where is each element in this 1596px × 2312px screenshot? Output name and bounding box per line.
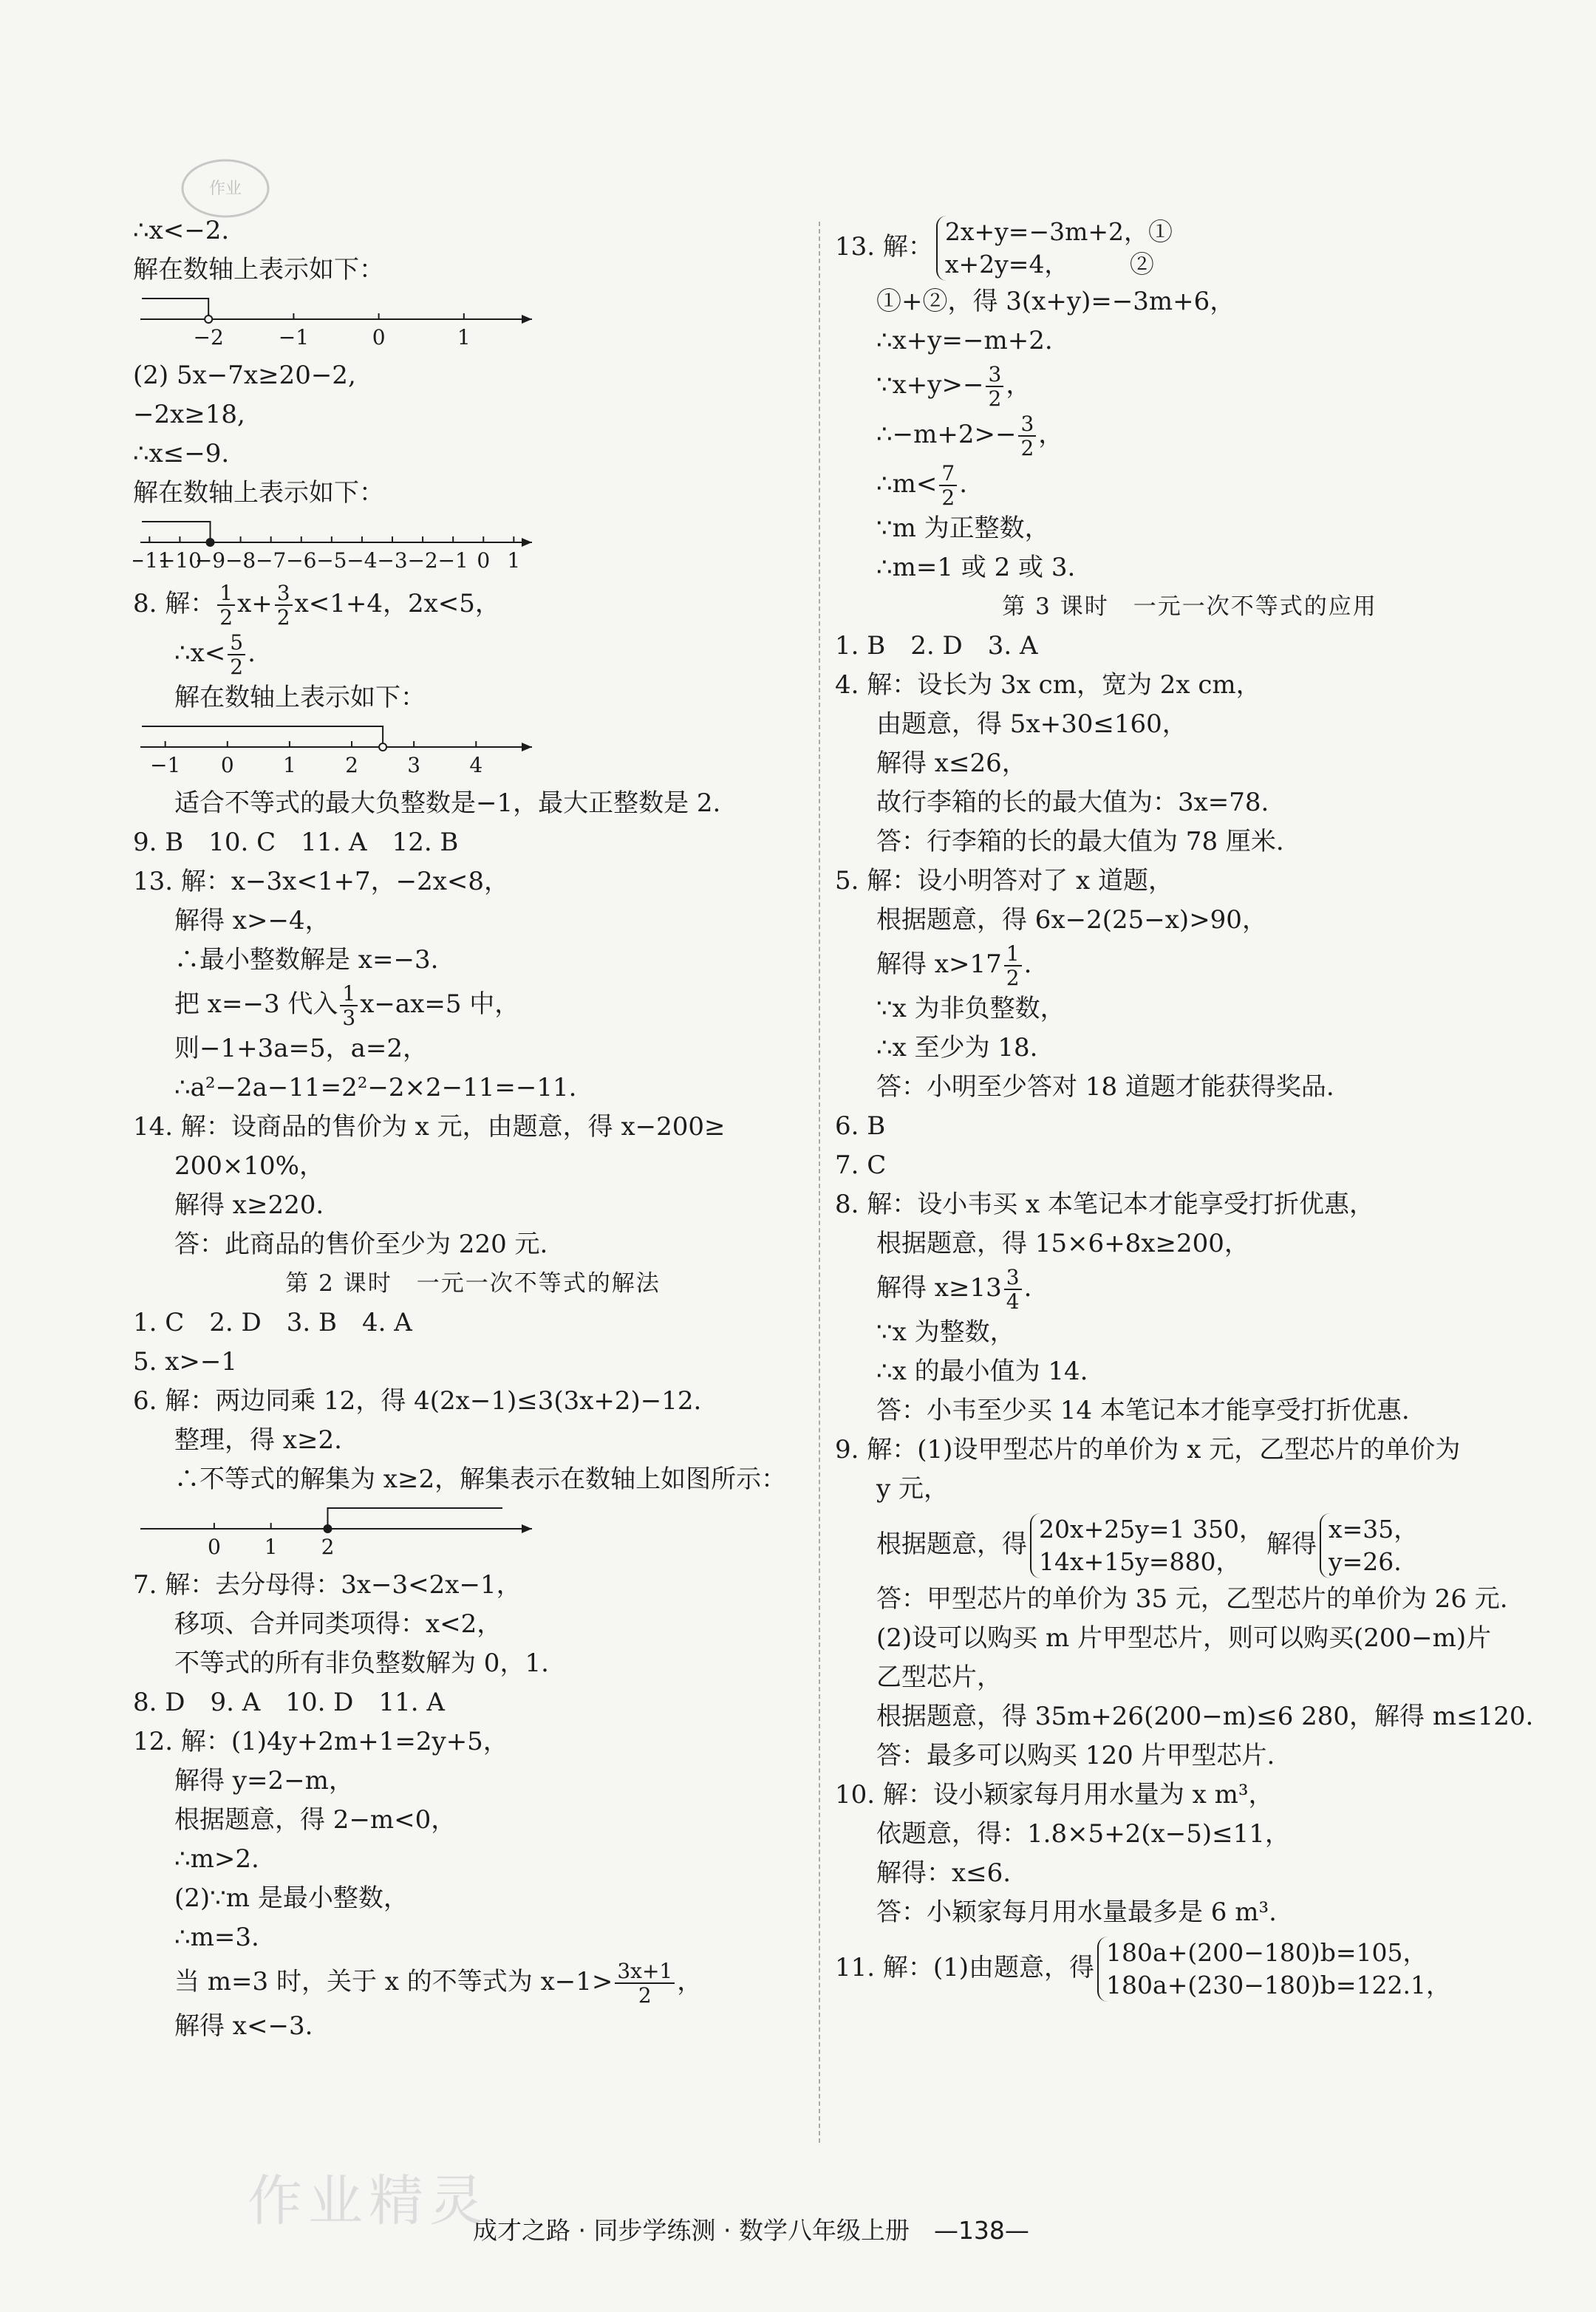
solution-line: 8. 解：设小韦买 x 本笔记本才能享受打折优惠， xyxy=(835,1190,1375,1219)
tick-label: 1 xyxy=(264,1535,278,1558)
equation: 20x+25y=1 350， xyxy=(1039,1515,1264,1544)
solution-line: 解得 x<−3. xyxy=(174,2011,313,2041)
solution-line: 解得 y=2−m， xyxy=(174,1766,354,1796)
solution-line: 解在数轴上表示如下： xyxy=(133,478,384,508)
denominator: 2 xyxy=(638,1983,652,2008)
numerator: 3 xyxy=(1018,412,1036,437)
solution-line: 根据题意，得 35m+26(200−m)≤6 280，解得 m≤120. xyxy=(876,1702,1534,1731)
solution-line: 根据题意，得 15×6+8x≥200， xyxy=(876,1229,1249,1258)
text-run: x+ xyxy=(237,589,273,618)
numerator: 3x+1 xyxy=(615,1960,675,1984)
tick-label: −6 xyxy=(286,548,317,572)
solution-line xyxy=(133,579,813,629)
numline-2 xyxy=(133,516,813,575)
solution-line: 答：小明至少答对 18 道题才能获得奖品. xyxy=(876,1072,1334,1102)
fraction xyxy=(615,1960,675,2007)
text-run: 解得 xyxy=(1266,1530,1317,1559)
solution-line: (2) 5x−7x≥20−2, xyxy=(133,361,356,390)
tick-label: −10 xyxy=(157,548,202,572)
solution-line: ∵x 为整数， xyxy=(876,1317,1015,1347)
numline-4 xyxy=(133,1502,813,1561)
solution-line: ∴x≤−9. xyxy=(133,439,230,468)
text-run: . xyxy=(1023,949,1032,979)
text-run: ∴m< xyxy=(876,469,938,499)
solution-line: 9. 解：(1)设甲型芯片的单价为 x 元，乙型芯片的单价为 xyxy=(835,1435,1461,1464)
solution-line xyxy=(835,361,1544,410)
solution-line: 根据题意，得 2−m<0， xyxy=(174,1805,457,1835)
solution-line xyxy=(835,940,1544,989)
solution-line: 200×10%， xyxy=(174,1151,324,1181)
numerator: 1 xyxy=(217,582,235,606)
solution-line: 则−1+3a=5，a=2， xyxy=(174,1034,429,1063)
solution-ray xyxy=(142,299,208,319)
solution-line: 14. 解：设商品的售价为 x 元，由题意，得 x−200≥ xyxy=(133,1112,726,1142)
section-heading: 第 2 课时 一元一次不等式的解法 xyxy=(285,1270,661,1297)
tick-label: −1 xyxy=(437,548,468,572)
solution-line: 依题意，得：1.8×5+2(x−5)≤11， xyxy=(876,1819,1290,1849)
solution-line: 适合不等式的最大负整数是−1，最大正整数是 2. xyxy=(174,788,721,818)
equation: x=35， xyxy=(1329,1515,1419,1544)
numline-3-svg xyxy=(133,720,547,777)
solution-line: ∴a²−2a−11=2²−2×2−11=−11. xyxy=(174,1073,577,1102)
solution-line: (2)设可以购买 m 片甲型芯片，则可以购买(200−m)片 xyxy=(876,1623,1492,1653)
text-run: 8. 解： xyxy=(133,589,216,618)
tick-label: −9 xyxy=(194,548,226,572)
solution-line: 解得 x≥220. xyxy=(174,1190,324,1220)
solution-line: 6. B xyxy=(835,1111,886,1141)
tick-label: 1 xyxy=(457,325,471,349)
tick-label: 3 xyxy=(407,753,421,777)
solution-line xyxy=(835,1932,1544,2003)
axis-arrow xyxy=(522,743,532,751)
tick-label: −3 xyxy=(377,548,408,572)
text-run: ∵x+y>− xyxy=(876,370,984,400)
denominator: 2 xyxy=(1020,436,1034,460)
text-run: ∴−m+2>− xyxy=(876,420,1017,449)
numerator: 5 xyxy=(228,631,245,655)
equation: y=26. xyxy=(1329,1547,1402,1576)
solution-line: 9. B 10. C 11. A 12. B xyxy=(133,828,459,857)
solution-line: (2)∵m 是最小整数， xyxy=(174,1883,409,1913)
solution-line: y 元， xyxy=(876,1474,949,1504)
axis-arrow xyxy=(522,538,532,547)
fraction xyxy=(986,363,1003,410)
denominator: 4 xyxy=(1006,1289,1020,1314)
tick-label: −11 xyxy=(133,548,171,572)
tick-label: 0 xyxy=(220,753,234,777)
fraction xyxy=(1004,942,1022,989)
equation-system xyxy=(1320,1513,1418,1578)
tick-label: −7 xyxy=(256,548,287,572)
solution-line xyxy=(835,1264,1544,1313)
text-run: ， xyxy=(677,1967,703,1996)
solution-line: 4. 解：设长为 3x cm，宽为 2x cm， xyxy=(835,670,1261,700)
solution-line: 8. D 9. A 10. D 11. A xyxy=(133,1688,445,1717)
solution-line: ①+②，得 3(x+y)=−3m+6， xyxy=(876,287,1235,316)
solution-line: 不等式的所有非负整数解为 0，1. xyxy=(174,1648,549,1678)
denominator: 3 xyxy=(342,1006,356,1030)
text-run: 11. 解：(1)由题意，得 xyxy=(835,1953,1095,1982)
solution-line: 7. C xyxy=(835,1150,887,1180)
solution-line: 答：最多可以购买 120 片甲型芯片. xyxy=(876,1741,1275,1770)
solution-line: 10. 解：设小颖家每月用水量为 x m³， xyxy=(835,1780,1274,1810)
solution-line: 移项、合并同类项得：x<2， xyxy=(174,1609,502,1639)
solution-line xyxy=(133,629,813,678)
solution-line: ∴m=1 或 2 或 3. xyxy=(876,553,1076,582)
solution-line: ∴x 至少为 18. xyxy=(876,1033,1038,1063)
section-heading: 第 3 课时 一元一次不等式的应用 xyxy=(1002,593,1377,620)
solution-line: ∴x+y=−m+2. xyxy=(876,326,1053,355)
equation-system xyxy=(936,216,1173,281)
fraction xyxy=(228,631,245,678)
solution-line: ∴m=3. xyxy=(174,1923,259,1952)
denominator: 2 xyxy=(219,605,233,630)
tick-label: 0 xyxy=(372,325,386,349)
denominator: 2 xyxy=(988,386,1002,411)
text-run: 解得 x≥13 xyxy=(876,1273,1002,1303)
denominator: 2 xyxy=(941,485,955,510)
tick-label: −8 xyxy=(225,548,256,572)
left-column xyxy=(133,211,813,2046)
axis-arrow xyxy=(522,1524,532,1533)
solution-line: 解得 x>−4， xyxy=(174,906,330,935)
solution-line: 7. 解：去分母得：3x−3<2x−1， xyxy=(133,1570,522,1600)
solution-line: 整理，得 x≥2. xyxy=(174,1425,342,1455)
open-endpoint xyxy=(205,316,212,323)
tick-label: 0 xyxy=(477,548,491,572)
open-endpoint xyxy=(379,743,386,751)
tick-label: 1 xyxy=(282,753,296,777)
numline-1 xyxy=(133,293,813,352)
tick-label: −1 xyxy=(150,753,181,777)
text-run: 13. 解： xyxy=(835,232,933,262)
tick-label: −5 xyxy=(316,548,347,572)
text-run: x−ax=5 中， xyxy=(360,989,520,1019)
solution-line: 答：小韦至少买 14 本笔记本才能享受打折优惠. xyxy=(876,1396,1410,1425)
solution-line: 答：甲型芯片的单价为 35 元，乙型芯片的单价为 26 元. xyxy=(876,1584,1508,1614)
numline-1-svg xyxy=(133,293,547,349)
solution-line: 6. 解：两边同乘 12，得 4(2x−1)≤3(3x+2)−12. xyxy=(133,1386,702,1416)
text-run: . xyxy=(959,469,968,499)
axis-arrow xyxy=(522,315,532,324)
text-run: 把 x=−3 代入 xyxy=(174,989,338,1019)
equation-system xyxy=(1030,1513,1264,1578)
solution-line xyxy=(133,1957,813,2007)
solution-line: 1. C 2. D 3. B 4. A xyxy=(133,1308,412,1337)
fraction xyxy=(340,982,358,1029)
solution-line: 5. x>−1 xyxy=(133,1347,238,1377)
solution-line: ∴不等式的解集为 x≥2，解集表示在数轴上如图所示： xyxy=(174,1464,787,1494)
tick-label: −2 xyxy=(193,325,224,349)
page-footer: 成才之路 · 同步学练测 · 数学八年级上册 —138— xyxy=(473,2216,1029,2245)
solution-line: 答：小颖家每月用水量最多是 6 m³. xyxy=(876,1897,1277,1927)
equation: 180a+(230−180)b=122.1， xyxy=(1106,1971,1450,1999)
solution-line: 解得：x≤6. xyxy=(876,1858,1012,1888)
closed-endpoint xyxy=(206,539,214,546)
tick-label: 0 xyxy=(207,1535,221,1558)
solution-line: −2x≥18, xyxy=(133,400,245,429)
text-run: . xyxy=(248,638,256,668)
text-run: 解得 x>17 xyxy=(876,949,1002,979)
tick-label: 1 xyxy=(507,548,521,572)
equation: 14x+15y=880， xyxy=(1039,1547,1241,1576)
solution-line: ∵x 为非负整数， xyxy=(876,994,1065,1023)
fraction xyxy=(1004,1266,1022,1313)
denominator: 2 xyxy=(1006,966,1020,990)
solution-line: 1. B 2. D 3. A xyxy=(835,631,1038,661)
solution-line: 故行李箱的长的最大值为：3x=78. xyxy=(876,788,1269,817)
numline-3 xyxy=(133,720,813,780)
solution-line: ∵m 为正整数， xyxy=(876,514,1050,543)
tick-label: 2 xyxy=(345,753,358,777)
solution-line: 解在数轴上表示如下： xyxy=(133,255,384,284)
text-run: ， xyxy=(1038,420,1064,449)
equation: 2x+y=−3m+2，① xyxy=(944,217,1173,246)
solution-line: 13. 解：x−3x<1+7，−2x<8， xyxy=(133,867,510,896)
fraction xyxy=(939,462,957,509)
solution-line: 答：此商品的售价至少为 220 元. xyxy=(174,1230,548,1259)
text-run: x<1+4，2x<5， xyxy=(294,589,500,618)
solution-line: 12. 解：(1)4y+2m+1=2y+5， xyxy=(133,1727,508,1756)
column-divider xyxy=(819,222,820,2143)
denominator: 2 xyxy=(230,655,244,679)
solution-line xyxy=(133,980,813,1029)
tick-label: −4 xyxy=(347,548,378,572)
denominator: 2 xyxy=(276,605,290,630)
numerator: 1 xyxy=(1004,942,1022,966)
equation: 180a+(200−180)b=105， xyxy=(1106,1938,1428,1967)
solution-ray xyxy=(142,522,210,542)
tick-label: −1 xyxy=(278,325,310,349)
solution-line xyxy=(835,410,1544,460)
numerator: 7 xyxy=(939,462,957,486)
fraction xyxy=(275,582,293,629)
text-run: 当 m=3 时，关于 x 的不等式为 x−1> xyxy=(174,1967,613,1996)
numerator: 3 xyxy=(275,582,293,606)
solution-line: ∴x<−2. xyxy=(133,216,230,245)
fraction xyxy=(1018,412,1036,460)
closed-endpoint xyxy=(324,1525,331,1532)
solution-line: 解在数轴上表示如下： xyxy=(174,683,426,712)
numline-2-svg xyxy=(133,516,547,572)
text-run: . xyxy=(1023,1273,1032,1303)
solution-ray xyxy=(142,726,383,747)
numerator: 3 xyxy=(986,363,1003,387)
solution-line: 解得 x≤26， xyxy=(876,748,1027,778)
tick-label: 2 xyxy=(321,1535,335,1558)
solution-line: 答：行李箱的长的最大值为 78 厘米. xyxy=(876,827,1284,856)
text-run: ∴x< xyxy=(174,638,226,668)
tick-label: 4 xyxy=(469,753,483,777)
solution-line: ∴x 的最小值为 14. xyxy=(876,1357,1088,1386)
svg-text:作业: 作业 xyxy=(208,180,242,198)
solution-line: ∴m>2. xyxy=(174,1844,259,1874)
equation: x+2y=4， ② xyxy=(944,250,1154,279)
tick-label: −2 xyxy=(407,548,438,572)
numerator: 1 xyxy=(340,982,358,1006)
solution-line xyxy=(835,1509,1544,1580)
solution-line xyxy=(835,211,1544,282)
solution-ray xyxy=(327,1508,502,1529)
solution-line: 由题意，得 5x+30≤160， xyxy=(876,709,1187,739)
fraction xyxy=(217,582,235,629)
solution-line: 根据题意，得 6x−2(25−x)>90， xyxy=(876,905,1267,935)
solution-line xyxy=(835,460,1544,509)
solution-line: 乙型芯片， xyxy=(876,1663,1002,1692)
numline-4-svg xyxy=(133,1502,547,1558)
text-run: 根据题意，得 xyxy=(876,1530,1027,1559)
solution-line: 5. 解：设小明答对了 x 道题， xyxy=(835,866,1174,896)
text-run: ， xyxy=(1006,370,1031,400)
solution-line: ∴最小整数解是 x=−3. xyxy=(174,945,439,975)
equation-system xyxy=(1097,1937,1450,2002)
numerator: 3 xyxy=(1004,1266,1022,1290)
right-column xyxy=(835,211,1544,2003)
watermark-text: 作业精灵 xyxy=(248,2169,490,2233)
